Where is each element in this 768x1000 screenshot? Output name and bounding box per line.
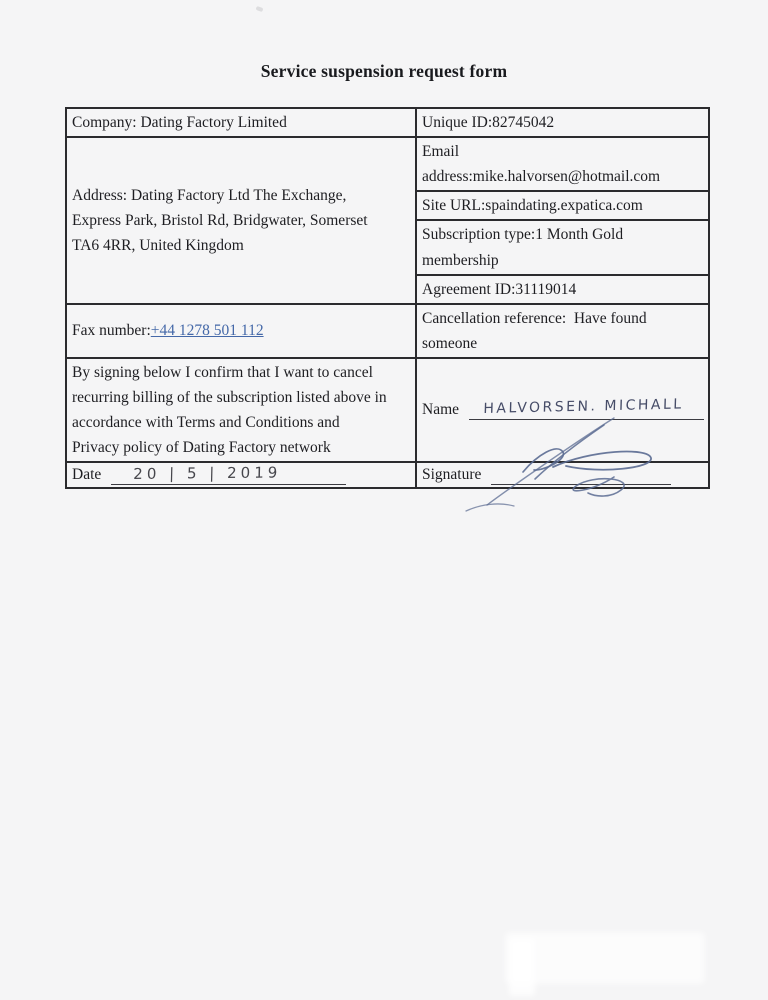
company-cell: Company: Dating Factory Limited bbox=[66, 108, 416, 137]
address-line: Address: Dating Factory Ltd The Exchange, bbox=[72, 186, 347, 204]
table-row bbox=[66, 462, 709, 488]
confirmation-line: By signing below I confirm that I want to cancel bbox=[72, 363, 373, 381]
watermark bbox=[505, 932, 705, 984]
email-cell bbox=[416, 137, 709, 191]
scan-speck bbox=[256, 6, 264, 12]
confirmation-line: recurring billing of the subscription listed above in bbox=[72, 389, 387, 407]
table-row bbox=[66, 137, 709, 191]
cancellation-cell bbox=[416, 304, 709, 358]
table-row bbox=[66, 358, 709, 462]
table-row bbox=[66, 108, 709, 137]
confirmation-cell bbox=[66, 358, 416, 462]
request-form-table bbox=[65, 107, 710, 489]
confirmation-line: accordance with Terms and Conditions and bbox=[72, 414, 340, 432]
signature-cell bbox=[416, 462, 709, 488]
date-label: Date bbox=[72, 466, 102, 484]
fax-cell bbox=[66, 304, 416, 358]
fax-number-link[interactable]: +44 1278 501 112 bbox=[150, 322, 264, 340]
date-write-line bbox=[111, 465, 346, 485]
handwritten-name: HALVORSEN. MICHALL bbox=[483, 396, 684, 417]
address-line: Express Park, Bristol Rd, Bridgwater, Somerset bbox=[72, 211, 368, 229]
signature-write-line bbox=[491, 465, 671, 485]
cancellation-line: Cancellation reference: Have found bbox=[422, 309, 647, 327]
subscription-line: Subscription type:1 Month Gold bbox=[422, 226, 624, 244]
subscription-cell bbox=[416, 220, 709, 274]
table-row bbox=[66, 304, 709, 358]
address-cell bbox=[66, 137, 416, 304]
confirmation-line: Privacy policy of Dating Factory network bbox=[72, 439, 331, 457]
email-line: Email bbox=[422, 143, 460, 161]
date-cell bbox=[66, 462, 416, 488]
name-write-line bbox=[469, 396, 704, 420]
unique-id-cell: Unique ID:82745042 bbox=[416, 108, 709, 137]
site-url-cell: Site URL:spaindating.expatica.com bbox=[416, 191, 709, 220]
handwritten-date: 20 | 5 | 2019 bbox=[133, 463, 282, 484]
name-cell bbox=[416, 358, 709, 462]
fax-label: Fax number: bbox=[72, 322, 151, 340]
signature-label: Signature bbox=[422, 466, 482, 484]
agreement-id-cell: Agreement ID:31119014 bbox=[416, 275, 709, 304]
cancellation-line: someone bbox=[422, 334, 478, 352]
page-title: Service suspension request form bbox=[260, 61, 508, 81]
name-label: Name bbox=[422, 401, 460, 419]
address-line: TA6 4RR, United Kingdom bbox=[72, 236, 244, 254]
email-line: address:mike.halvorsen@hotmail.com bbox=[422, 168, 661, 186]
subscription-line: membership bbox=[422, 251, 499, 269]
